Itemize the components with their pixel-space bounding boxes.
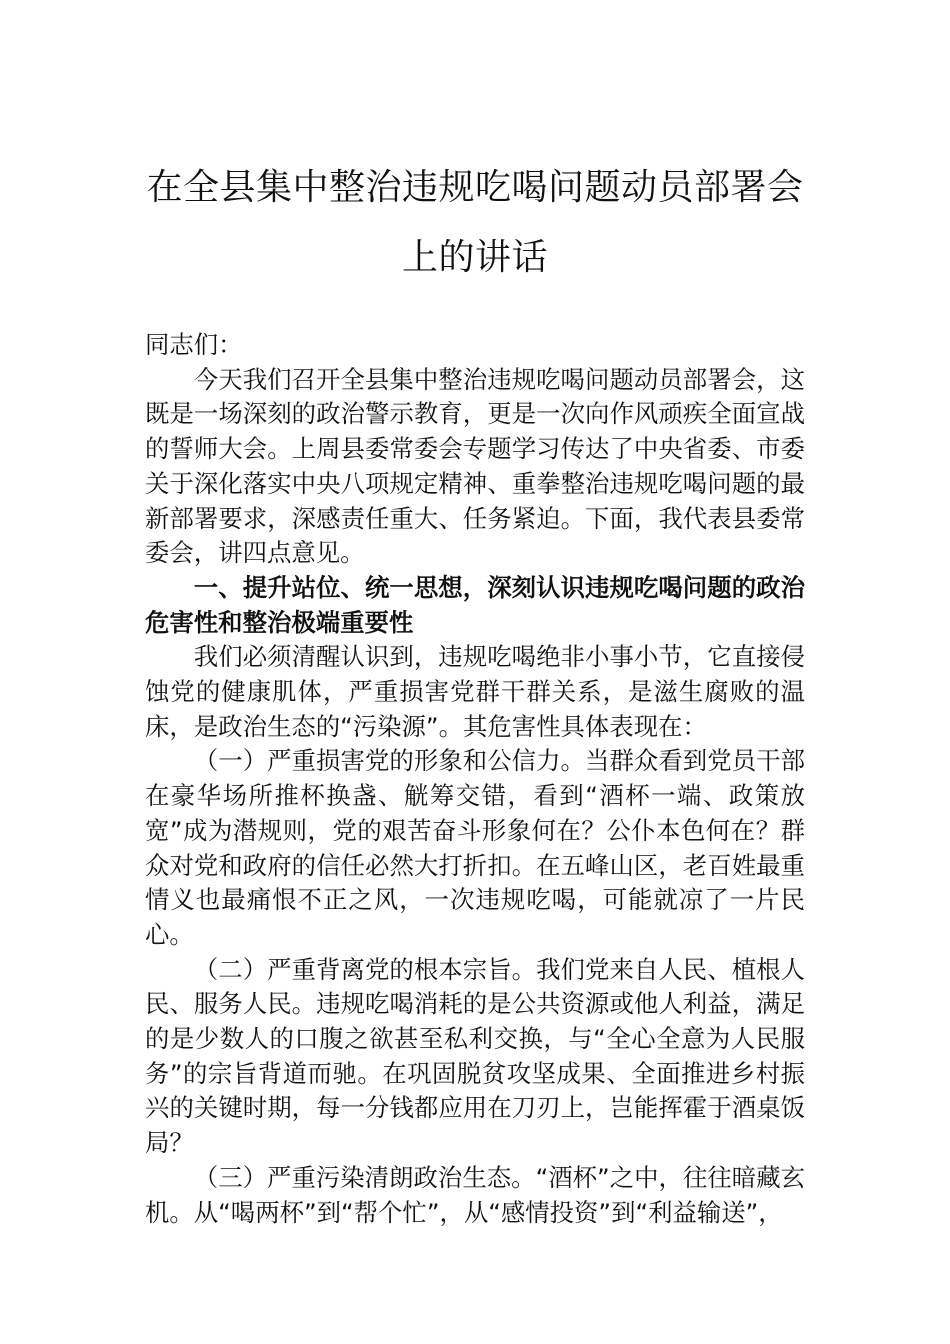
paragraph-point-2: （二）严重背离党的根本宗旨。我们党来自人民、植根人民、服务人民。违规吃喝消耗的是公共资源或他人利益，满足的是少数人的口腹之欲甚至私利交换，与“全心全意为人民服务”的宗旨背道而驰。在巩固脱贫攻坚成果、全面推进乡村振兴的关键时期，每一分钱都应用在刀刃上，岂能挥霍于酒桌饭局？ bbox=[145, 954, 805, 1158]
paragraph-section-1: 我们必须清醒认识到，违规吃喝绝非小事小节，它直接侵蚀党的健康肌体，严重损害党群干群关系，是滋生腐败的温床，是政治生态的“污染源”。其危害性具体表现在： bbox=[145, 642, 805, 741]
section-heading-1: 一、提升站位、统一思想，深刻认识违规吃喝问题的政治危害性和整治极端重要性 bbox=[145, 572, 805, 637]
paragraph-intro: 今天我们召开全县集中整治违规吃喝问题动员部署会，这既是一场深刻的政治警示教育，更是一次向作风顽疾全面宣战的誓师大会。上周县委常委会专题学习传达了中央省委、市委关于深化落实中央八项规定精神、重拳整治违规吃喝问题的最新部署要求，深感责任重大、任务紧迫。下面，我代表县委常委会，讲四点意见。 bbox=[145, 364, 805, 568]
salutation: 同志们： bbox=[145, 330, 243, 359]
document-title-line-2: 上的讲话 bbox=[401, 237, 548, 278]
paragraph-point-3: （三）严重污染清朗政治生态。“酒杯”之中，往往暗藏玄机。从“喝两杯”到“帮个忙”，从“感情投资”到“利益输送”， bbox=[145, 1162, 805, 1227]
document-title-line-1: 在全县集中整治违规吃喝问题动员部署会 bbox=[146, 167, 804, 208]
paragraph-point-1: （一）严重损害党的形象和公信力。当群众看到党员干部在豪华场所推杯换盏、觥筹交错，看到“酒杯一端、政策放宽”成为潜规则，党的艰苦奋斗形象何在？公仆本色何在？群众对党和政府的信任必然大打折扣。在五峰山区，老百姓最重情义也最痛恨不正之风，一次违规吃喝，可能就凉了一片民心。 bbox=[145, 746, 805, 949]
document-body bbox=[145, 328, 805, 1230]
